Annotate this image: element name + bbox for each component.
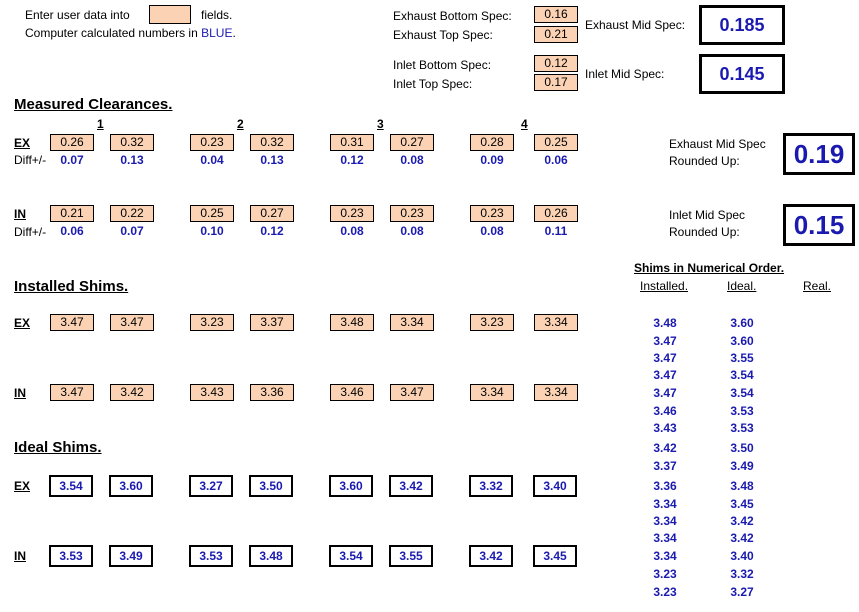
group-label-3: 3 (377, 117, 384, 131)
measured-ex-input[interactable]: 0.23 (190, 134, 234, 151)
exhaust-rounded-label-1: Exhaust Mid Spec (669, 137, 766, 151)
order-ideal-value: 3.45 (730, 497, 754, 511)
order-ideal-value: 3.60 (730, 334, 754, 348)
ideal-ex-value: 3.42 (389, 475, 433, 497)
measured-ex-input[interactable]: 0.31 (330, 134, 374, 151)
measured-ex-diff-label: Diff+/- (14, 153, 47, 167)
ideal-in-value: 3.54 (329, 545, 373, 567)
installed-in-input[interactable]: 3.36 (250, 384, 294, 401)
ideal-in-value: 3.53 (49, 545, 93, 567)
group-label-4: 4 (521, 117, 528, 131)
measured-in-diff: 0.08 (480, 224, 504, 238)
installed-in-input[interactable]: 3.47 (50, 384, 94, 401)
measured-ex-diff: 0.12 (340, 153, 364, 167)
measured-in-diff: 0.12 (260, 224, 284, 238)
measured-in-input[interactable]: 0.22 (110, 205, 154, 222)
measured-in-input[interactable]: 0.23 (330, 205, 374, 222)
ideal-in-value: 3.49 (109, 545, 153, 567)
installed-in-input[interactable]: 3.47 (390, 384, 434, 401)
order-installed-value: 3.23 (653, 585, 677, 599)
order-installed-value: 3.48 (653, 316, 677, 330)
measured-ex-diff: 0.07 (60, 153, 84, 167)
inlet-mid-label: Inlet Mid Spec: (585, 67, 665, 81)
installed-ex-input[interactable]: 3.47 (50, 314, 94, 331)
ideal-ex-value: 3.27 (189, 475, 233, 497)
measured-title: Measured Clearances. (14, 96, 173, 113)
installed-in-label: IN (14, 386, 26, 400)
inlet-bottom-input[interactable]: 0.12 (534, 55, 578, 72)
inlet-rounded-label-1: Inlet Mid Spec (669, 208, 746, 222)
installed-ex-input[interactable]: 3.48 (330, 314, 374, 331)
measured-ex-label: EX (14, 136, 31, 150)
order-ideal-value: 3.49 (730, 459, 754, 473)
legend-text: Enter user data into (25, 8, 130, 22)
legend-period: . (232, 26, 236, 40)
ideal-ex-value: 3.54 (49, 475, 93, 497)
measured-ex-input[interactable]: 0.25 (534, 134, 578, 151)
installed-ex-input[interactable]: 3.37 (250, 314, 294, 331)
order-ideal-value: 3.60 (730, 316, 754, 330)
measured-ex-diff: 0.13 (120, 153, 144, 167)
measured-in-label: IN (14, 207, 26, 221)
exhaust-bottom-label: Exhaust Bottom Spec: (393, 9, 512, 23)
installed-ex-input[interactable]: 3.34 (390, 314, 434, 331)
order-title: Shims in Numerical Order. (634, 261, 785, 275)
exhaust-rounded-label-2: Rounded Up: (669, 154, 740, 168)
inlet-bottom-label: Inlet Bottom Spec: (393, 58, 492, 72)
order-ideal-value: 3.42 (730, 514, 754, 528)
ideal-ex-value: 3.40 (533, 475, 577, 497)
installed-ex-input[interactable]: 3.34 (534, 314, 578, 331)
installed-ex-input[interactable]: 3.23 (190, 314, 234, 331)
measured-in-diff: 0.08 (340, 224, 364, 238)
measured-in-diff: 0.10 (200, 224, 224, 238)
order-installed-value: 3.37 (653, 459, 677, 473)
installed-ex-input[interactable]: 3.47 (110, 314, 154, 331)
measured-in-diff: 0.06 (60, 224, 84, 238)
inlet-mid-value: 0.145 (699, 54, 785, 94)
installed-in-input[interactable]: 3.46 (330, 384, 374, 401)
measured-in-diff: 0.07 (120, 224, 144, 238)
legend-line-1 (25, 8, 130, 22)
exhaust-top-label: Exhaust Top Spec: (393, 28, 493, 42)
legend-blue-word: BLUE (201, 26, 233, 40)
ideal-in-value: 3.42 (469, 545, 513, 567)
measured-in-input[interactable]: 0.26 (534, 205, 578, 222)
order-ideal-value: 3.40 (730, 549, 754, 563)
ideal-ex-value: 3.60 (109, 475, 153, 497)
measured-in-input[interactable]: 0.21 (50, 205, 94, 222)
order-installed-value: 3.47 (653, 351, 677, 365)
order-installed-value: 3.46 (653, 404, 677, 418)
installed-in-input[interactable]: 3.43 (190, 384, 234, 401)
legend-input-swatch (149, 5, 191, 24)
installed-in-input[interactable]: 3.34 (534, 384, 578, 401)
order-ideal-value: 3.27 (730, 585, 754, 599)
ideal-in-label: IN (14, 549, 26, 563)
measured-ex-input[interactable]: 0.26 (50, 134, 94, 151)
installed-ex-input[interactable]: 3.23 (470, 314, 514, 331)
ideal-in-value: 3.55 (389, 545, 433, 567)
measured-in-input[interactable]: 0.23 (470, 205, 514, 222)
order-installed-value: 3.23 (653, 567, 677, 581)
inlet-rounded-value: 0.15 (783, 204, 855, 246)
measured-ex-input[interactable]: 0.32 (110, 134, 154, 151)
ideal-in-value: 3.53 (189, 545, 233, 567)
exhaust-rounded-value: 0.19 (783, 133, 855, 175)
ideal-in-value: 3.48 (249, 545, 293, 567)
group-label-1: 1 (97, 117, 104, 131)
installed-ex-label: EX (14, 316, 31, 330)
ideal-ex-value: 3.60 (329, 475, 373, 497)
ideal-ex-value: 3.50 (249, 475, 293, 497)
measured-ex-diff: 0.06 (544, 153, 568, 167)
measured-ex-diff: 0.08 (400, 153, 424, 167)
ideal-in-value: 3.45 (533, 545, 577, 567)
order-installed-value: 3.34 (653, 514, 677, 528)
order-ideal-value: 3.53 (730, 421, 754, 435)
order-installed-value: 3.42 (653, 441, 677, 455)
exhaust-bottom-input[interactable]: 0.16 (534, 6, 578, 23)
installed-title: Installed Shims. (14, 278, 129, 295)
order-ideal-value: 3.42 (730, 531, 754, 545)
order-installed-value: 3.34 (653, 497, 677, 511)
measured-ex-diff: 0.04 (200, 153, 224, 167)
order-installed-value: 3.47 (653, 386, 677, 400)
measured-in-input[interactable]: 0.25 (190, 205, 234, 222)
measured-ex-input[interactable]: 0.32 (250, 134, 294, 151)
order-installed-value: 3.47 (653, 334, 677, 348)
order-installed-value: 3.47 (653, 368, 677, 382)
inlet-top-input[interactable]: 0.17 (534, 74, 578, 91)
order-ideal-value: 3.55 (730, 351, 754, 365)
ideal-title: Ideal Shims. (14, 439, 102, 456)
order-ideal-value: 3.50 (730, 441, 754, 455)
measured-ex-input[interactable]: 0.27 (390, 134, 434, 151)
measured-in-input[interactable]: 0.23 (390, 205, 434, 222)
order-installed-value: 3.34 (653, 531, 677, 545)
order-installed-value: 3.36 (653, 479, 677, 493)
legend-line-2 (25, 26, 236, 40)
measured-in-diff: 0.11 (544, 224, 568, 238)
order-col-ideal: Ideal. (727, 279, 757, 293)
order-ideal-value: 3.54 (730, 368, 754, 382)
measured-in-input[interactable]: 0.27 (250, 205, 294, 222)
installed-in-input[interactable]: 3.42 (110, 384, 154, 401)
measured-ex-diff: 0.09 (480, 153, 504, 167)
order-col-real: Real. (803, 279, 832, 293)
measured-in-diff: 0.08 (400, 224, 424, 238)
order-installed-value: 3.34 (653, 549, 677, 563)
exhaust-mid-value: 0.185 (699, 5, 785, 45)
installed-in-input[interactable]: 3.34 (470, 384, 514, 401)
exhaust-top-input[interactable]: 0.21 (534, 26, 578, 43)
ideal-ex-label: EX (14, 479, 31, 493)
order-col-installed: Installed. (640, 279, 689, 293)
ideal-ex-value: 3.32 (469, 475, 513, 497)
measured-in-diff-label: Diff+/- (14, 225, 47, 239)
order-ideal-value: 3.54 (730, 386, 754, 400)
order-ideal-value: 3.48 (730, 479, 754, 493)
order-installed-value: 3.43 (653, 421, 677, 435)
legend-text-2: Computer calculated numbers in (25, 26, 198, 40)
measured-ex-input[interactable]: 0.28 (470, 134, 514, 151)
order-ideal-value: 3.32 (730, 567, 754, 581)
order-ideal-value: 3.53 (730, 404, 754, 418)
inlet-top-label: Inlet Top Spec: (393, 77, 473, 91)
legend-fields-text: fields. (201, 8, 233, 22)
group-label-2: 2 (237, 117, 244, 131)
exhaust-mid-label: Exhaust Mid Spec: (585, 18, 686, 32)
inlet-rounded-label-2: Rounded Up: (669, 225, 740, 239)
measured-ex-diff: 0.13 (260, 153, 284, 167)
